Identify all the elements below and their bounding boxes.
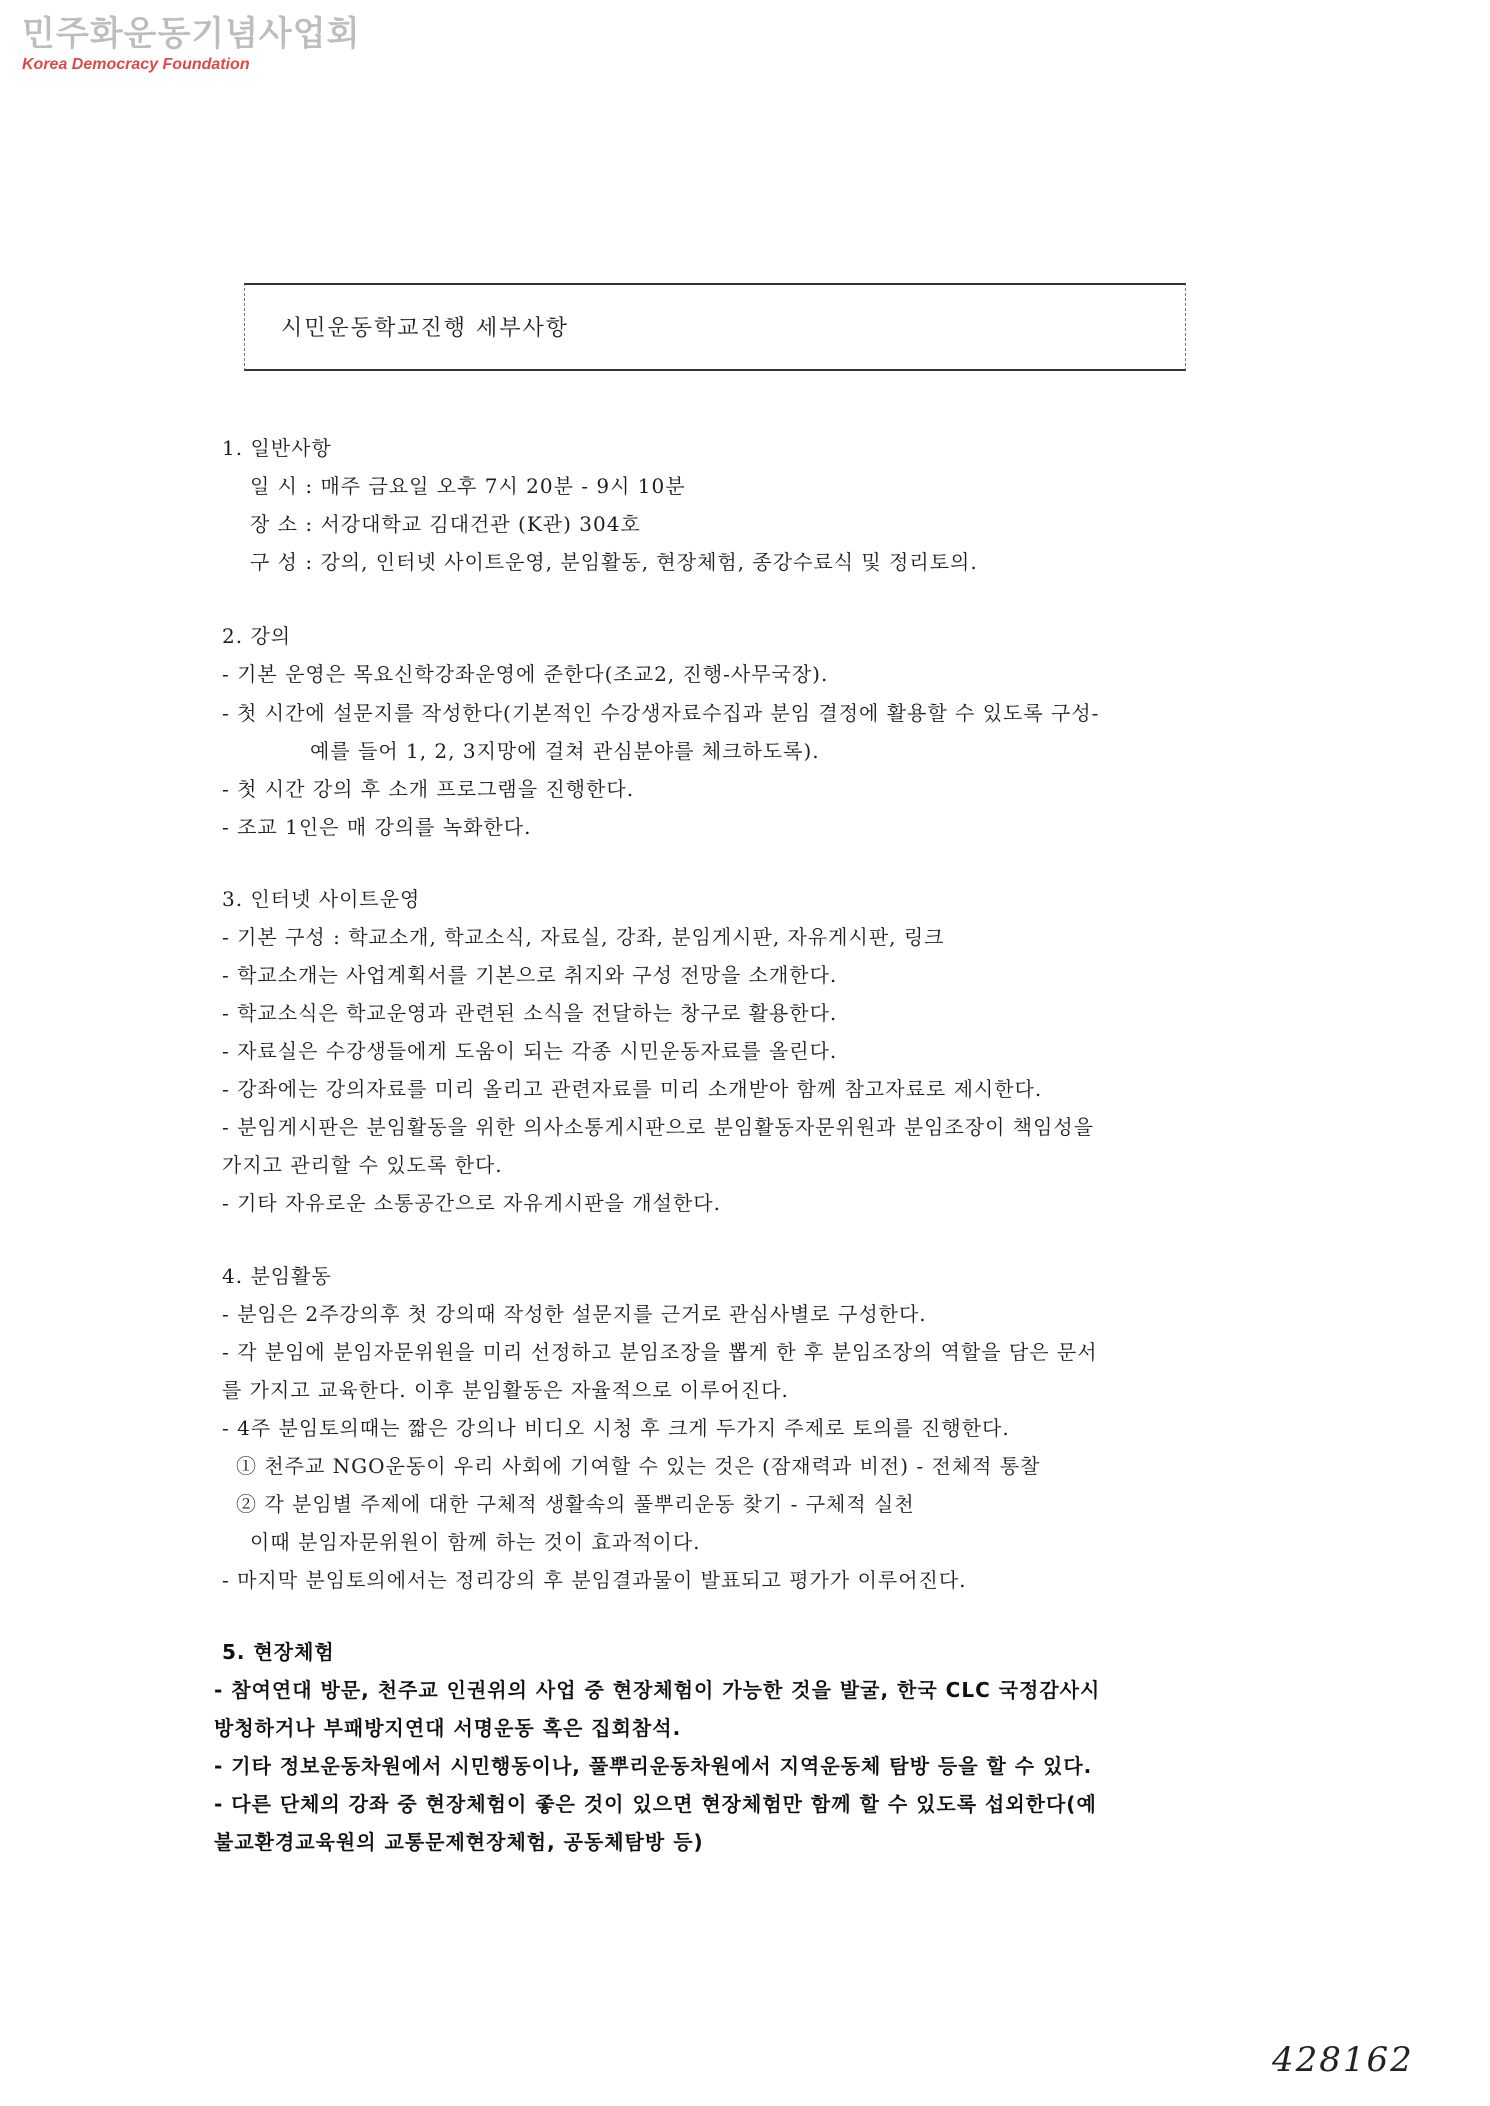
document-title: 시민운동학교진행 세부사항 xyxy=(281,316,570,341)
text-line: - 기본 운영은 목요신학강좌운영에 준한다(조교2, 진행-사무국장). xyxy=(222,662,829,686)
text-line: 일 시 : 매주 금요일 오후 7시 20분 - 9시 10분 xyxy=(250,474,686,498)
text-line: - 각 분임에 분임자문위원을 미리 선정하고 분임조장을 뽑게 한 후 분임조장의 역할을 담은 문서 xyxy=(222,1340,1098,1364)
text-line: ① 천주교 NGO운동이 우리 사회에 기여할 수 있는 것은 (잠재력과 비전) - 전체적 통찰 xyxy=(236,1454,1041,1478)
text-line: - 분임은 2주강의후 첫 강의때 작성한 설문지를 근거로 관심사별로 구성한다. xyxy=(222,1302,927,1326)
text-line: - 첫 시간에 설문지를 작성한다(기본적인 수강생자료수집과 분임 결정에 활용할 수 있도록 구성- xyxy=(222,701,1100,725)
section-heading-group: 4. 분임활동 xyxy=(222,1264,332,1288)
text-line: - 마지막 분임토의에서는 정리강의 후 분임결과물이 발표되고 평가가 이루어진다. xyxy=(222,1568,967,1592)
text-line: 불교환경교육원의 교통문제현장체험, 공동체탐방 등) xyxy=(214,1830,704,1854)
watermark-korean: 민주화운동기념사업회 xyxy=(22,14,361,54)
section-heading-lecture: 2. 강의 xyxy=(222,624,292,648)
text-line: 예를 들어 1, 2, 3지망에 걸쳐 관심분야를 체크하도록). xyxy=(310,739,820,763)
text-line: 장 소 : 서강대학교 김대건관 (K관) 304호 xyxy=(250,512,641,536)
text-line: - 분임게시판은 분임활동을 위한 의사소통게시판으로 분임활동자문위원과 분임조장이 책임성을 xyxy=(222,1115,1095,1139)
text-line: - 기본 구성 : 학교소개, 학교소식, 자료실, 강좌, 분임게시판, 자유게시판, 링크 xyxy=(222,925,945,949)
handwritten-page-number: 428162 xyxy=(1272,2040,1414,2080)
text-line: 구 성 : 강의, 인터넷 사이트운영, 분임활동, 현장체험, 종강수료식 및 정리토의. xyxy=(250,550,978,574)
text-line: - 다른 단체의 강좌 중 현장체험이 좋은 것이 있으면 현장체험만 함께 할 수 있도록 섭외한다(예 xyxy=(214,1792,1097,1816)
text-line: 를 가지고 교육한다. 이후 분임활동은 자율적으로 이루어진다. xyxy=(222,1378,789,1402)
text-line: - 기타 정보운동차원에서 시민행동이나, 풀뿌리운동차원에서 지역운동체 탐방 등을 할 수 있다. xyxy=(214,1754,1093,1778)
text-line: - 참여연대 방문, 천주교 인권위의 사업 중 현장체험이 가능한 것을 발굴, 한국 CLC 국정감사시 xyxy=(214,1678,1101,1702)
text-line: - 강좌에는 강의자료를 미리 올리고 관련자료를 미리 소개받아 함께 참고자료로 제시한다. xyxy=(222,1077,1043,1101)
section-heading-field: 5. 현장체험 xyxy=(222,1640,335,1664)
section-heading-general: 1. 일반사항 xyxy=(222,436,332,460)
text-line: - 조교 1인은 매 강의를 녹화한다. xyxy=(222,815,532,839)
text-line: 이때 분임자문위원이 함께 하는 것이 효과적이다. xyxy=(250,1530,701,1554)
text-line: ② 각 분임별 주제에 대한 구체적 생활속의 풀뿌리운동 찾기 - 구체적 실천 xyxy=(236,1492,915,1516)
text-line: - 학교소개는 사업계획서를 기본으로 취지와 구성 전망을 소개한다. xyxy=(222,963,838,987)
text-line: - 4주 분임토의때는 짧은 강의나 비디오 시청 후 크게 두가지 주제로 토의를 진행한다. xyxy=(222,1416,1010,1440)
watermark-logo xyxy=(22,14,360,74)
text-line: - 기타 자유로운 소통공간으로 자유게시판을 개설한다. xyxy=(222,1191,721,1215)
text-line: 방청하거나 부패방지연대 서명운동 혹은 집회참석. xyxy=(214,1716,682,1740)
text-line: - 첫 시간 강의 후 소개 프로그램을 진행한다. xyxy=(222,777,635,801)
watermark-english: Korea Democracy Foundation xyxy=(22,56,250,73)
section-heading-internet: 3. 인터넷 사이트운영 xyxy=(222,887,421,911)
text-line: - 자료실은 수강생들에게 도움이 되는 각종 시민운동자료를 올린다. xyxy=(222,1039,838,1063)
text-line: 가지고 관리할 수 있도록 한다. xyxy=(222,1153,503,1177)
title-box xyxy=(244,283,1186,371)
text-line: - 학교소식은 학교운영과 관련된 소식을 전달하는 창구로 활용한다. xyxy=(222,1001,838,1025)
